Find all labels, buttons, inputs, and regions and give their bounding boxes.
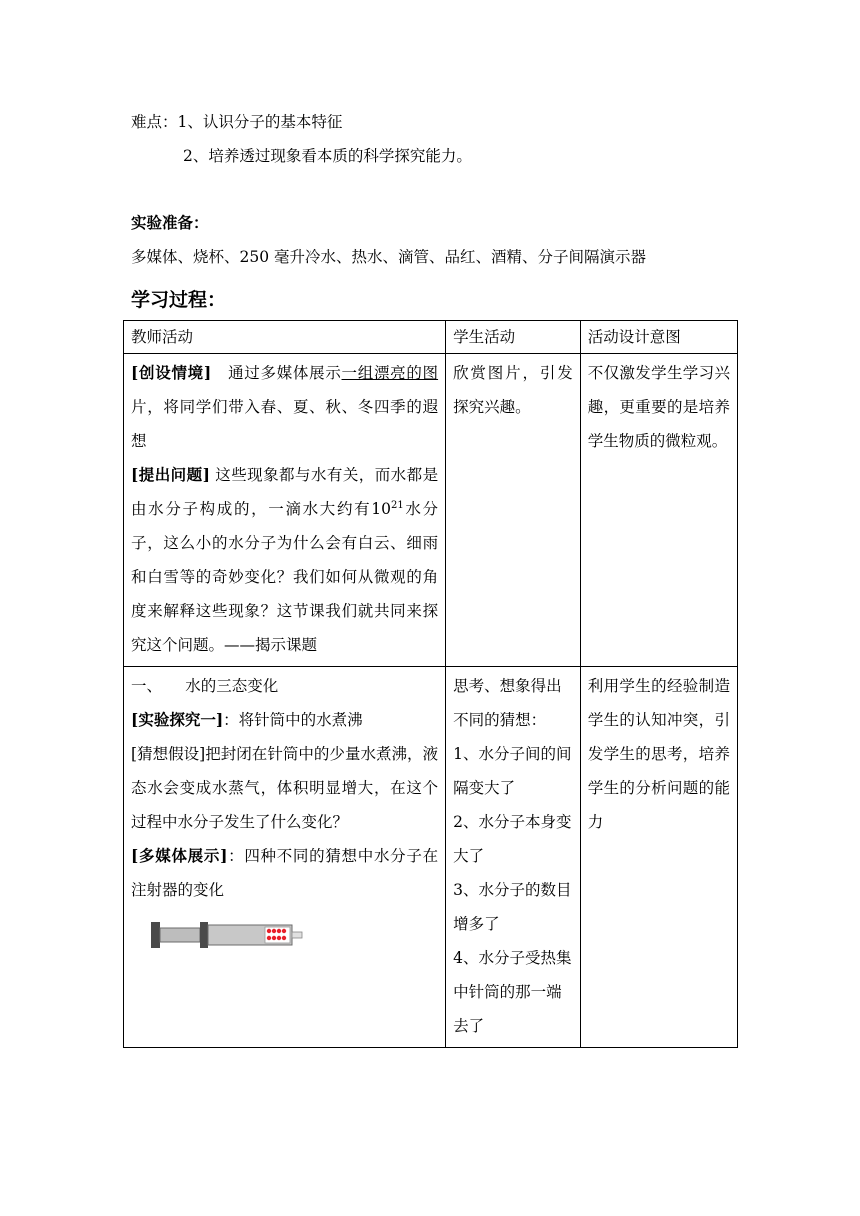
- table-row: [124, 667, 738, 1048]
- section-title: 一、 水的三态变化: [131, 677, 279, 695]
- row1-text2b: 水分子，这么小的水分子为什么会有白云、细雨和白雪等的奇妙变化？我们如何从微观的角度来解释这些现象？这节课我们就共同来探究这个问题。——揭示课题: [131, 500, 439, 654]
- row2-intent-cell: 利用学生的经验制造学生的认知冲突，引发学生的思考，培养学生的分析问题的能力: [580, 667, 737, 1048]
- guess-1: 1、水分子间的间隔变大了: [453, 745, 572, 797]
- syringe-cap-mid: [200, 922, 208, 948]
- link-pictures: 一组漂亮的图: [341, 364, 439, 382]
- table-row: [124, 354, 738, 667]
- process-heading: 学习过程：: [131, 289, 227, 311]
- row2-text1: ：将针筒中的水煮沸: [223, 711, 363, 729]
- exponent: 21: [391, 499, 404, 511]
- tag-create-scene: [创设情境]: [131, 363, 212, 382]
- guess-2: 2、水分子本身变大了: [453, 813, 572, 865]
- row2-text3: ：四种不同的猜想中水分子在注射器的变化: [131, 847, 439, 899]
- header-intent: 活动设计意图: [580, 321, 737, 354]
- header-teacher: 教师活动: [124, 321, 446, 354]
- row1-student-cell: 欣赏图片，引发探究兴趣。: [446, 354, 581, 667]
- row1-teacher-cell: [124, 354, 446, 667]
- row2-student-cell: [446, 667, 581, 1048]
- guess-3: 3、水分子的数目增多了: [453, 881, 572, 933]
- syringe-cap-left: [151, 922, 160, 948]
- tag-multimedia: [多媒体展示]: [131, 846, 228, 865]
- row1-intent-cell: 不仅激发学生学习兴趣，更重要的是培养学生物质的微粒观。: [580, 354, 737, 667]
- difficulty-line-1: 难点：1、认识分子的基本特征: [131, 113, 343, 131]
- tag-raise-question: [提出问题]: [131, 465, 210, 484]
- row1-text2a: 这些现象都与水有关，而水都是由水分子构成的，一滴水大约有10: [131, 466, 439, 518]
- table-header-row: [124, 321, 738, 354]
- syringe-plunger: [160, 928, 200, 942]
- row1-text1a: 通过多媒体展示: [211, 364, 342, 382]
- row1-text1b: 片，将同学们带入春、夏、秋、冬四季的遐想: [131, 398, 439, 450]
- guess-intro: 思考、想象得出不同的猜想：: [453, 677, 562, 729]
- header-student: 学生活动: [446, 321, 581, 354]
- lesson-table: [123, 320, 738, 1048]
- difficulty-line-2: 2、培养透过现象看本质的科学探究能力。: [183, 147, 472, 165]
- row2-text2: [猜想假设]把封闭在针筒中的少量水煮沸，液态水会变成水蒸气，体积明显增大，在这个过程中水分子发生了什么变化？: [131, 745, 439, 831]
- row2-teacher-cell: [124, 667, 446, 1048]
- syringe-image: [151, 921, 311, 951]
- prep-heading: 实验准备：: [131, 213, 209, 232]
- guess-4: 4、水分子受热集中针筒的那一端去了: [453, 949, 572, 1035]
- syringe-tip: [292, 932, 302, 938]
- tag-experiment-1: [实验探究一]: [131, 710, 224, 729]
- prep-items: 多媒体、烧杯、250 毫升冷水、热水、滴管、品红、酒精、分子间隔演示器: [131, 248, 647, 266]
